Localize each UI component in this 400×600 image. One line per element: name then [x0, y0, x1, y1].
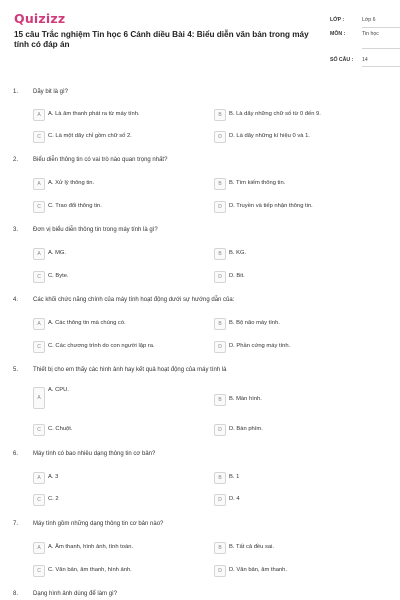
divider — [362, 48, 400, 49]
option-letter: C — [33, 494, 45, 506]
question-number: 5. — [13, 367, 19, 373]
question-text: Máy tính có bao nhiêu dạng thông tin cơ bản? — [33, 451, 156, 457]
option-text: C. Văn bản, âm thanh, hình ảnh. — [48, 567, 132, 573]
option-text: A. 3 — [48, 474, 59, 480]
option-text: C. Chuột. — [48, 426, 73, 432]
divider — [362, 27, 400, 28]
option-letter: A — [33, 387, 45, 409]
question-text: Đơn vị biểu diễn thông tin trong máy tính là gì? — [33, 227, 158, 233]
option-text: A. Là âm thanh phát ra từ máy tính. — [48, 111, 140, 117]
option-letter: D — [214, 341, 226, 353]
option-text: B. Tất cả đều sai. — [229, 544, 275, 550]
question-text: Các khối chức năng chính của máy tính hoạt động dưới sự hướng dẫn của: — [33, 297, 235, 303]
option-letter: D — [214, 201, 226, 213]
question-number: 1. — [13, 89, 19, 95]
option-letter: A — [33, 542, 45, 554]
divider — [362, 66, 400, 67]
page-title: 15 câu Trắc nghiệm Tin học 6 Cánh diều Bài 4: Biểu diễn văn bản trong máy tính có đáp án — [14, 30, 309, 49]
question-text: Dãy bit là gì? — [33, 89, 69, 95]
option-letter: B — [214, 248, 226, 260]
option-letter: C — [33, 565, 45, 577]
option-text: C. Là một dãy chỉ gồm chữ số 2. — [48, 133, 132, 139]
option-letter: A — [33, 472, 45, 484]
option-letter: D — [214, 271, 226, 283]
option-letter: A — [33, 178, 45, 190]
option-text: D. Là dãy những kí hiệu 0 và 1. — [229, 133, 310, 139]
option-text: C. Các chương trình do con người lập ra. — [48, 343, 155, 349]
question-number: 7. — [13, 521, 19, 527]
option-letter: B — [214, 542, 226, 554]
option-letter: C — [33, 424, 45, 436]
option-text: A. Xử lý thông tin. — [48, 180, 95, 186]
option-text: C. Trao đổi thông tin. — [48, 203, 102, 209]
option-text: C. Byte. — [48, 273, 69, 279]
option-letter: A — [33, 109, 45, 121]
class-value: Lớp 6 — [362, 17, 376, 23]
option-letter: D — [214, 424, 226, 436]
option-letter: C — [33, 201, 45, 213]
option-text: D. 4 — [229, 496, 240, 502]
question-text: Thiết bị cho em thấy các hình ảnh hay kết quả hoạt động của máy tính là — [33, 367, 227, 373]
question-number: 4. — [13, 297, 19, 303]
class-label: LỚP : — [330, 17, 345, 23]
option-text: D. Phần cứng máy tính. — [229, 343, 291, 349]
option-letter: A — [33, 248, 45, 260]
option-text: D. Bàn phím. — [229, 426, 263, 432]
option-letter: B — [214, 394, 226, 406]
option-letter: D — [214, 565, 226, 577]
option-text: B. KG. — [229, 250, 247, 256]
option-letter: B — [214, 178, 226, 190]
option-text: C. 2 — [48, 496, 59, 502]
option-text: B. Bộ não máy tính. — [229, 320, 280, 326]
option-letter: A — [33, 318, 45, 330]
option-letter: D — [214, 494, 226, 506]
option-text: B. Màn hình. — [229, 396, 262, 402]
subject-value: Tin học — [362, 31, 379, 37]
question-number: 6. — [13, 451, 19, 457]
option-text: B. Tìm kiếm thông tin. — [229, 180, 286, 186]
option-text: A. MG. — [48, 250, 67, 256]
option-letter: B — [214, 318, 226, 330]
option-text: B. Là dãy những chữ số từ 0 đến 9. — [229, 111, 321, 117]
count-label: SỐ CÂU : — [330, 57, 354, 63]
option-text: D. Văn bản, âm thanh. — [229, 567, 288, 573]
option-letter: B — [214, 109, 226, 121]
option-letter: C — [33, 271, 45, 283]
option-letter: B — [214, 472, 226, 484]
option-letter: C — [33, 341, 45, 353]
question-number: 3. — [13, 227, 19, 233]
option-text: A. Âm thanh, hình ảnh, tính toán. — [48, 544, 134, 550]
question-number: 8. — [13, 591, 19, 597]
quizizz-logo[interactable]: Quizizz — [14, 11, 66, 26]
question-text: Máy tính gồm những dạng thông tin cơ bản nào? — [33, 521, 164, 527]
option-text: D. Truyền và tiếp nhận thông tin. — [229, 203, 313, 209]
question-text: Biểu diễn thông tin có vai trò nào quan trọng nhất? — [33, 157, 168, 163]
option-text: A. CPU. — [48, 387, 69, 393]
option-letter: C — [33, 131, 45, 143]
subject-label: MÔN : — [330, 31, 346, 37]
question-text: Dạng hình ảnh dùng để làm gì? — [33, 591, 118, 597]
question-number: 2. — [13, 157, 19, 163]
option-text: D. Bit. — [229, 273, 245, 279]
option-letter: D — [214, 131, 226, 143]
option-text: A. Các thông tin mà chúng có. — [48, 320, 126, 326]
option-text: B. 1 — [229, 474, 240, 480]
count-value: 14 — [362, 57, 368, 63]
